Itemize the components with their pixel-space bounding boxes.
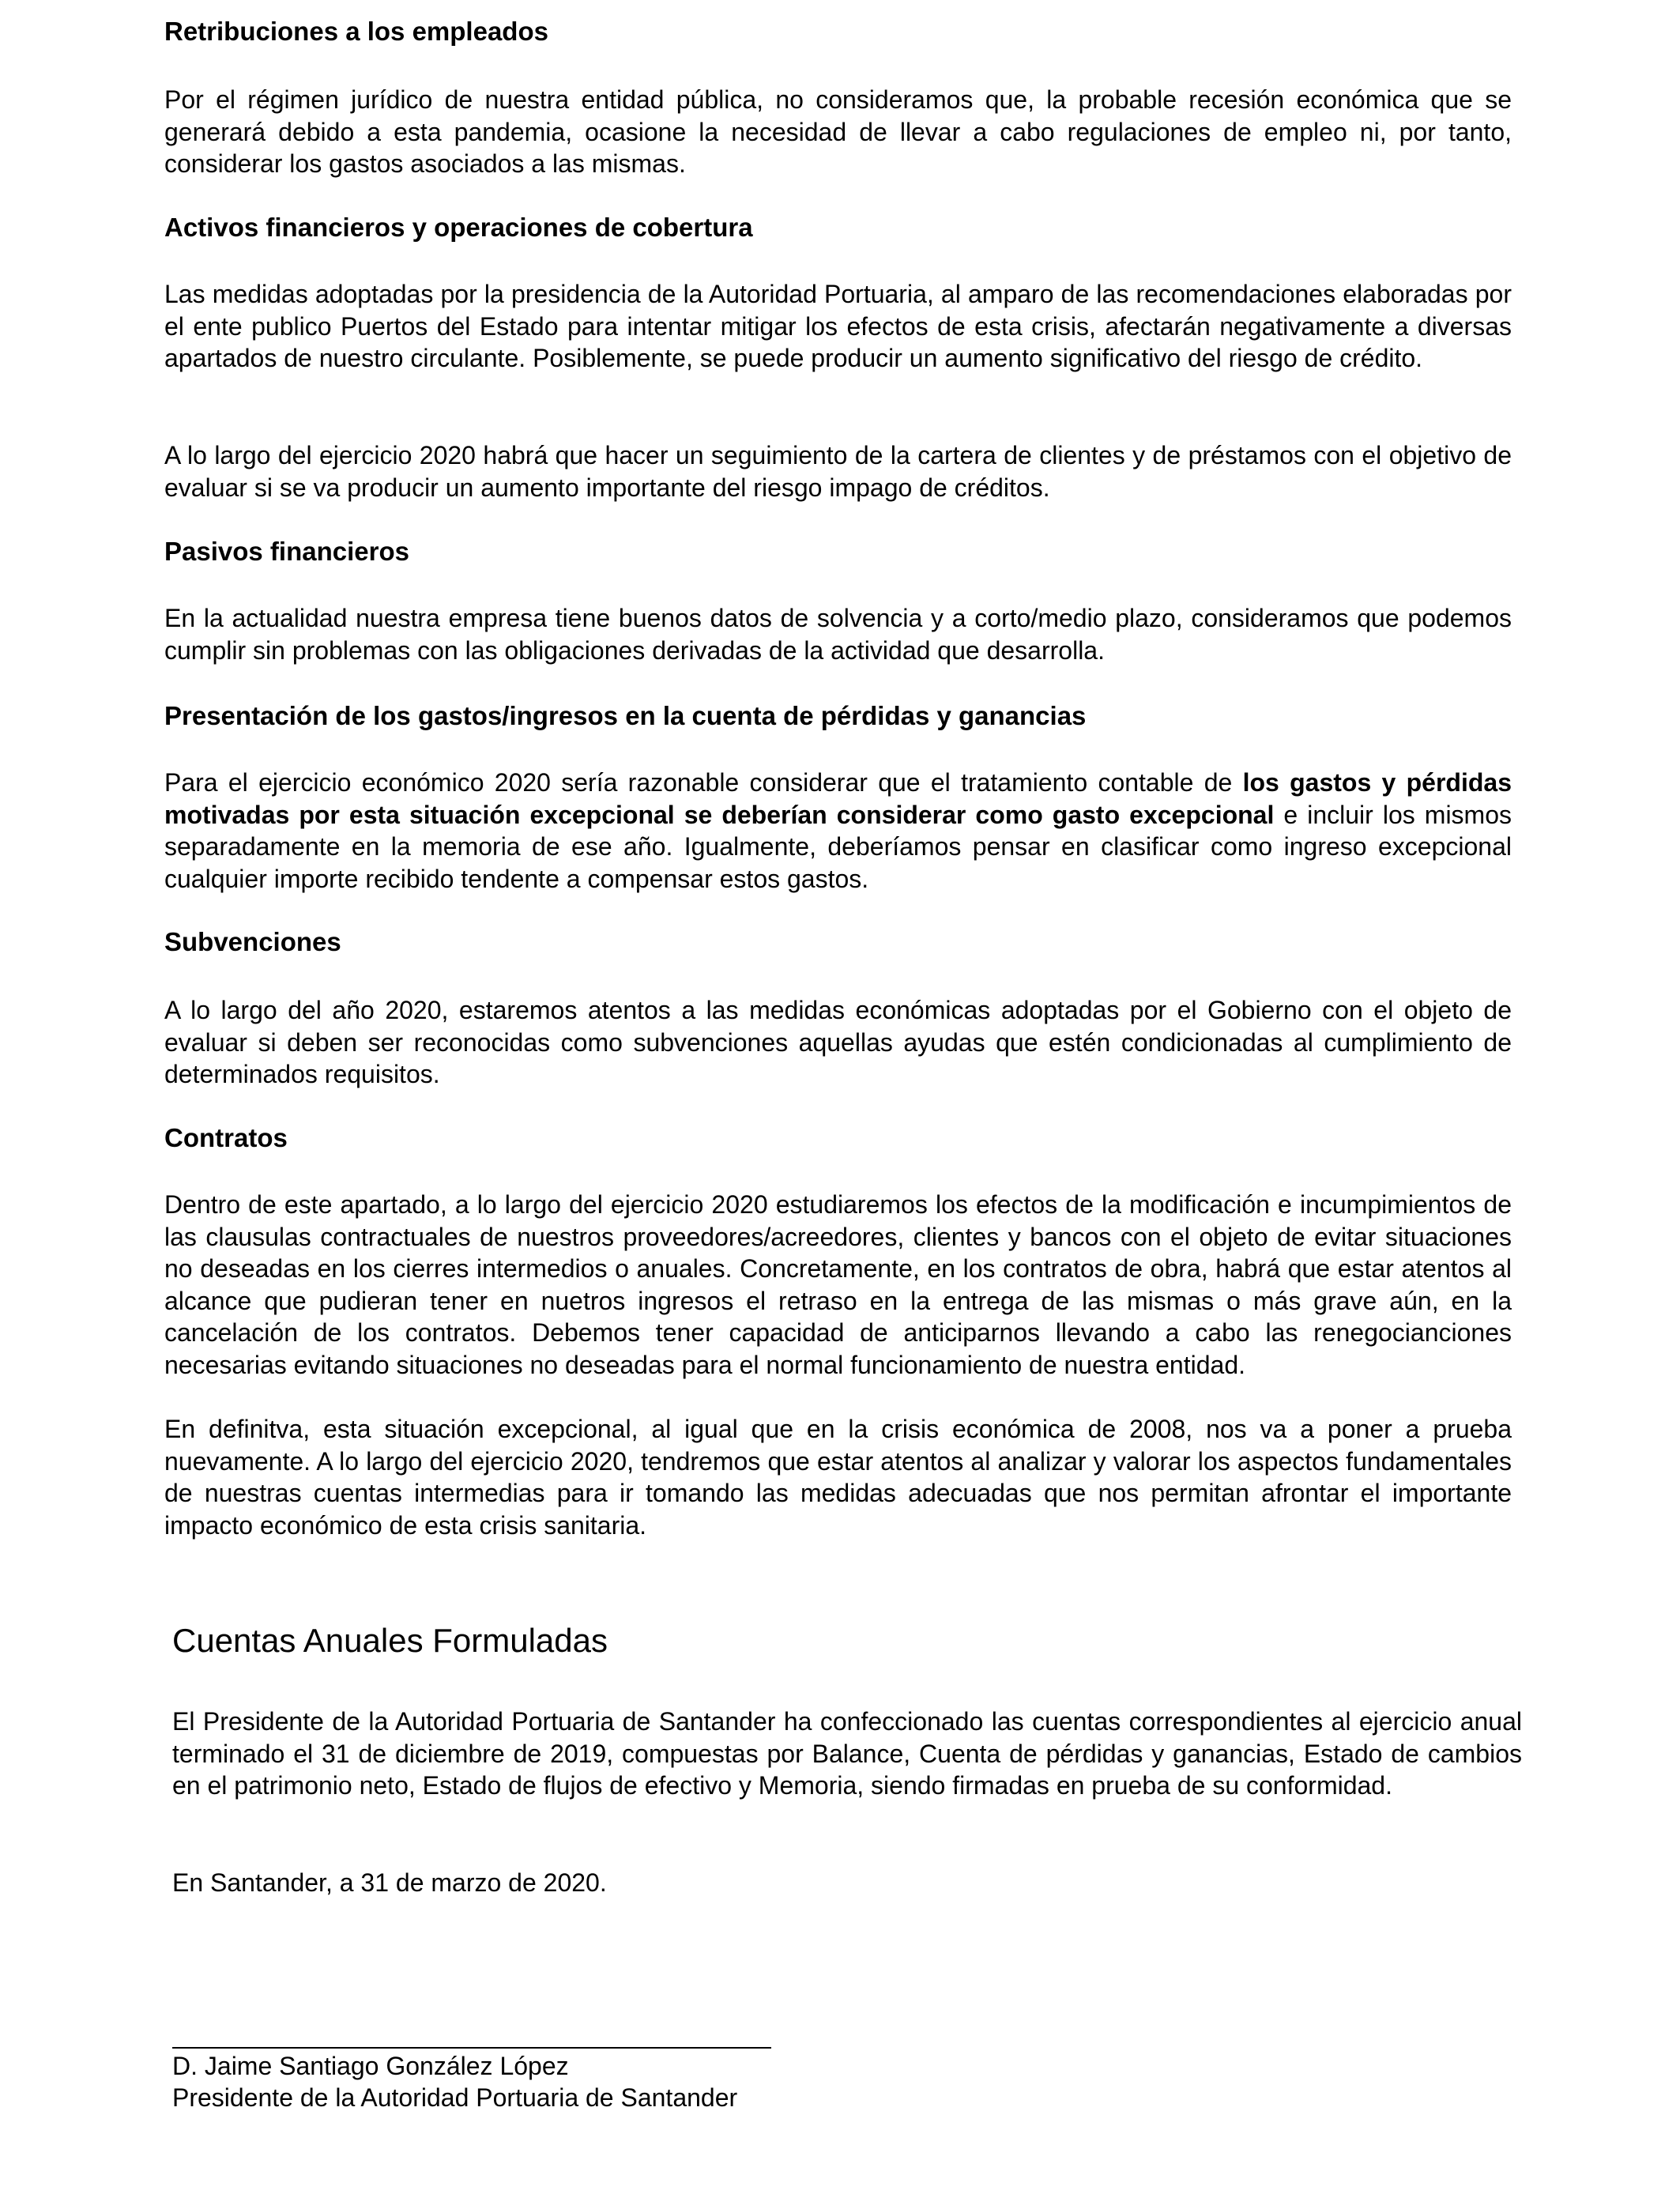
paragraph-presentacion	[164, 767, 1512, 895]
heading-retribuciones: Retribuciones a los empleados	[164, 17, 548, 46]
signature-name: D. Jaime Santiago González López	[172, 2052, 569, 2080]
signature-line	[172, 2047, 771, 2049]
paragraph-activos-1: Las medidas adoptadas por la presidencia de la Autoridad Portuaria, al amparo de las recomendaciones elaboradas por el ente publico Puertos del Estado para intentar mitigar los efectos de esta crisis, afectarán negativamente a diversas apartados de nuestro circulante. Posiblemente, se puede producir un aumento significativo del riesgo de crédito.	[164, 280, 1512, 372]
paragraph-contratos-2: En definitva, esta situación excepcional, al igual que en la crisis económica de 2008, nos va a poner a prueba nuevamente. A lo largo del ejercicio 2020, tendremos que estar atentos al analizar y valorar los aspectos fundamentales de nuestras cuentas intermedias para ir tomando las medidas adecuadas que nos permitan afrontar el importante impacto económico de esta crisis sanitaria.	[164, 1415, 1512, 1540]
paragraph-contratos-1: Dentro de este apartado, a lo largo del ejercicio 2020 estudiaremos los efectos de la modificación e incumpimientos de las clausulas contractuales de nuestros proveedores/acreedores, clientes y bancos con el objeto de evitar situaciones no deseadas en los cierres intermedios o anuales. Concretamente, en los contratos de obra, habrá que estar atentos al alcance que pudieran tener en nuetros ingresos el retraso en la entrega de las mismas o más grave aún, en la cancelación de los contratos. Debemos tener capacidad de anticiparnos llevando a cabo las renegocianciones necesarias evitando situaciones no deseadas para el normal funcionamiento de nuestra entidad.	[164, 1190, 1512, 1379]
paragraph-pasivos: En la actualidad nuestra empresa tiene buenos datos de solvencia y a corto/medio plazo, consideramos que podemos cumplir sin problemas con las obligaciones derivadas de la actividad que desarrolla.	[164, 604, 1512, 665]
paragraph-retribuciones: Por el régimen jurídico de nuestra entidad pública, no consideramos que, la probable recesión económica que se generará debido a esta pandemia, ocasione la necesidad de llevar a cabo regulaciones de empleo ni, por tanto, considerar los gastos asociados a las mismas.	[164, 85, 1512, 178]
paragraph-cuentas-anuales: El Presidente de la Autoridad Portuaria de Santander ha confeccionado las cuentas correspondientes al ejercicio anual terminado el 31 de diciembre de 2019, compuestas por Balance, Cuenta de pérdidas y ganancias, Estado de cambios en el patrimonio neto, Estado de flujos de efectivo y Memoria, siendo firmadas en prueba de su conformidad.	[172, 1707, 1522, 1800]
heading-cuentas-anuales: Cuentas Anuales Formuladas	[172, 1622, 608, 1659]
presentacion-text-bold: los gastos y pérdidas motivadas por esta situación excepcional se deberían considerar como gasto excepcional	[164, 768, 1512, 829]
presentacion-text-end: e incluir los mismos separadamente en la memoria de ese año. Igualmente, deberíamos pensar en clasificar como ingreso excepcional cualquier importe recibido tendente a compensar estos gastos.	[164, 800, 1512, 893]
paragraph-subvenciones: A lo largo del año 2020, estaremos atentos a las medidas económicas adoptadas por el Gobierno con el objeto de evaluar si deben ser reconocidas como subvenciones aquellas ayudas que estén condicionadas al cumplimiento de determinados requisitos.	[164, 996, 1512, 1088]
heading-pasivos: Pasivos financieros	[164, 537, 409, 566]
paragraph-activos-2: A lo largo del ejercicio 2020 habrá que hacer un seguimiento de la cartera de clientes y de préstamos con el objetivo de evaluar si se va producir un aumento importante del riesgo impago de créditos.	[164, 441, 1512, 502]
heading-subvenciones: Subvenciones	[164, 927, 341, 956]
presentacion-text-start: Para el ejercicio económico 2020 sería razonable considerar que el tratamiento contable de	[164, 768, 1243, 797]
heading-presentacion: Presentación de los gastos/ingresos en la cuenta de pérdidas y ganancias	[164, 701, 1087, 730]
place-date: En Santander, a 31 de marzo de 2020.	[172, 1868, 607, 1897]
heading-contratos: Contratos	[164, 1123, 288, 1152]
heading-activos: Activos financieros y operaciones de cobertura	[164, 213, 753, 242]
signature-title: Presidente de la Autoridad Portuaria de Santander	[172, 2083, 738, 2112]
